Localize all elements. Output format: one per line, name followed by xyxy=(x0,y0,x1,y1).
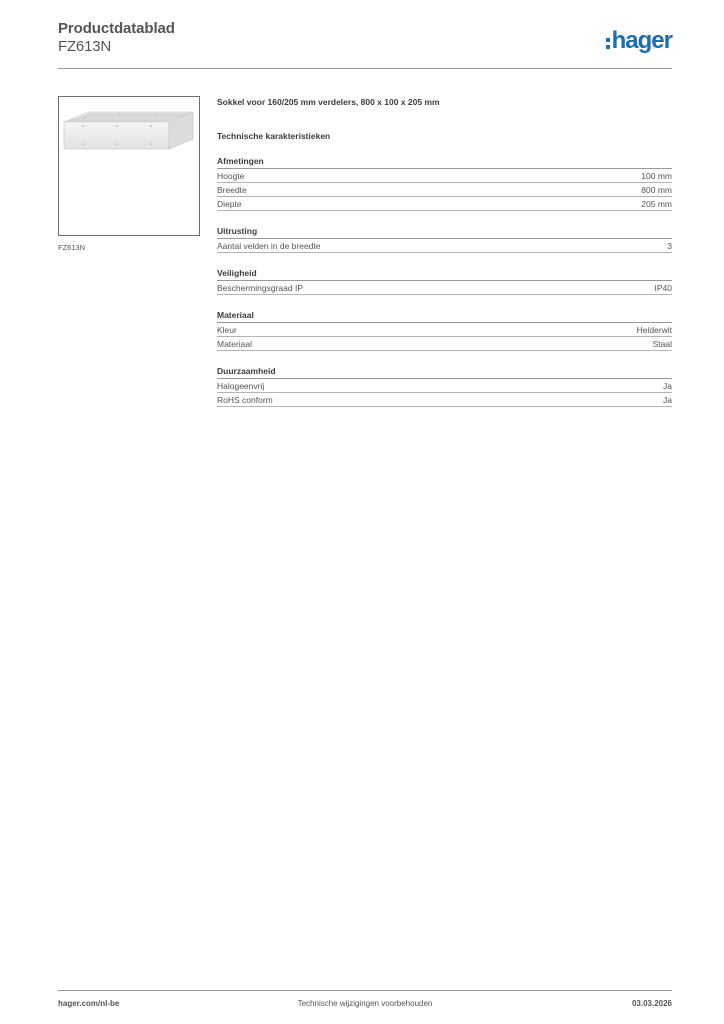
spec-label: Hoogte xyxy=(217,171,245,181)
spec-label: Beschermingsgraad IP xyxy=(217,283,303,293)
page-title: Productdatablad xyxy=(58,20,175,37)
hager-logo[interactable] xyxy=(606,28,672,54)
spec-label: Materiaal xyxy=(217,339,252,349)
spec-label: Aantal velden in de breedte xyxy=(217,241,321,251)
spec-value: Ja xyxy=(663,395,672,405)
logo-text: hager xyxy=(611,27,672,54)
spec-label: Halogeenvrij xyxy=(217,381,265,391)
section-title-duurzaamheid: Duurzaamheid xyxy=(217,365,672,379)
spec-row xyxy=(217,197,672,211)
spec-row xyxy=(217,281,672,295)
page-header xyxy=(58,20,672,69)
spec-value: Ja xyxy=(663,381,672,391)
spec-row xyxy=(217,323,672,337)
spec-label: Breedte xyxy=(217,185,247,195)
spec-label: Kleur xyxy=(217,325,237,335)
spec-value: Helderwit xyxy=(636,325,672,335)
product-code: FZ613N xyxy=(58,38,111,55)
spec-value: 100 mm xyxy=(641,171,672,181)
spec-label: RoHS conform xyxy=(217,395,273,405)
image-caption: FZ613N xyxy=(58,243,86,252)
section-title-materiaal: Materiaal xyxy=(217,309,672,323)
spec-value: 3 xyxy=(667,241,672,251)
spec-row xyxy=(217,183,672,197)
document-date: 03.03.2026 xyxy=(631,999,672,1008)
section-title-veiligheid: Veiligheid xyxy=(217,267,672,281)
logo-colon-icon xyxy=(606,38,610,49)
spec-row xyxy=(217,379,672,393)
spec-row xyxy=(217,169,672,183)
tech-specs-heading: Technische karakteristieken xyxy=(217,131,331,141)
spec-row xyxy=(217,393,672,407)
spec-label: Diepte xyxy=(217,199,242,209)
website-link[interactable]: hager.com/nl-be xyxy=(58,999,120,1008)
section-title-uitrusting: Uitrusting xyxy=(217,225,672,239)
spec-value: 205 mm xyxy=(641,199,672,209)
product-image xyxy=(58,96,200,236)
spec-value: Staal xyxy=(652,339,672,349)
page-footer xyxy=(58,990,672,1011)
product-specs xyxy=(217,96,672,407)
spec-row xyxy=(217,239,672,253)
spec-value: IP40 xyxy=(654,283,672,293)
plinth-illustration xyxy=(59,97,199,235)
spec-value: 800 mm xyxy=(641,185,672,195)
section-title-afmetingen: Afmetingen xyxy=(217,155,672,169)
disclaimer-text: Technische wijzigingen voorbehouden xyxy=(297,999,433,1008)
product-description: Sokkel voor 160/205 mm verdelers, 800 x 100 x 205 mm xyxy=(217,97,440,107)
spec-row xyxy=(217,337,672,351)
